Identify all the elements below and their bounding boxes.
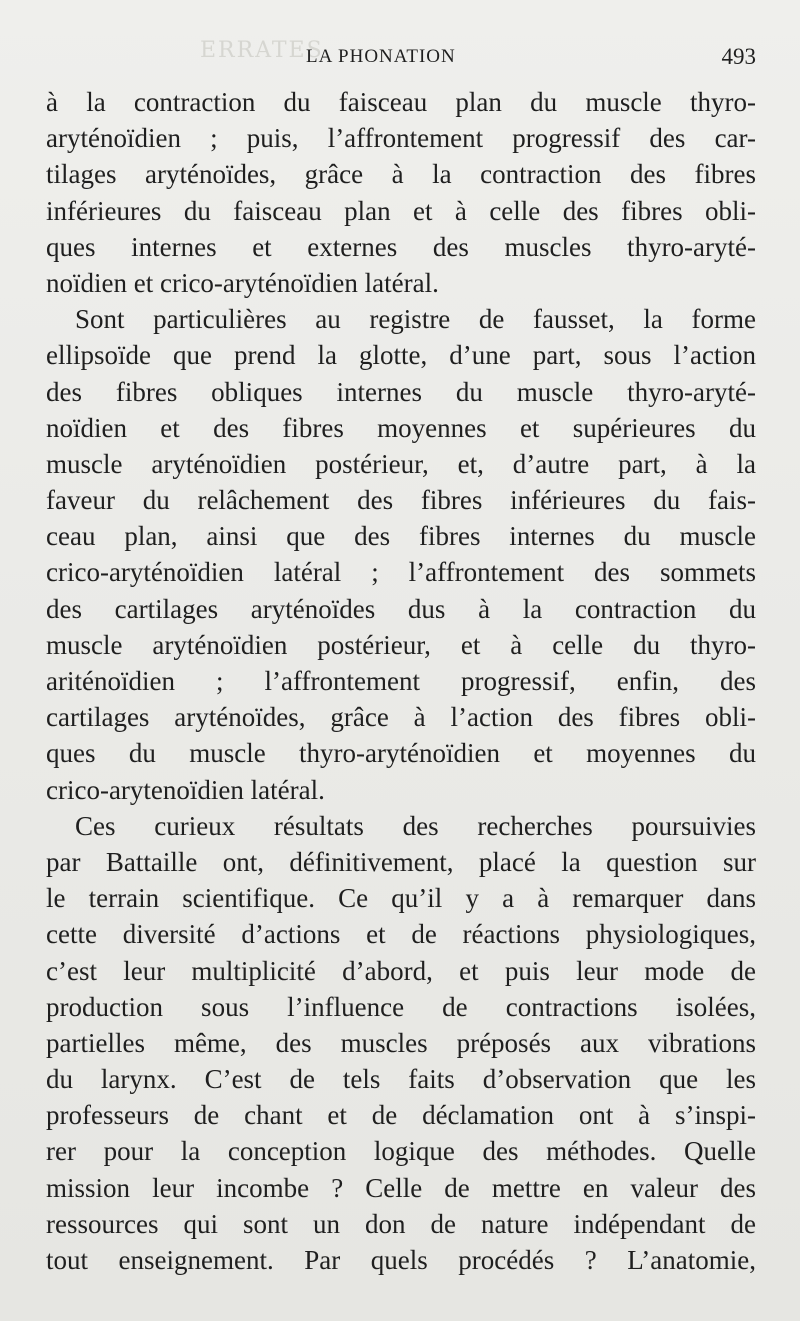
text-line: ceau plan, ainsi que des fibres internes du muscle: [46, 521, 756, 552]
text-line: ellipsoïde que prend la glotte, d’une part, sous l’action: [46, 340, 756, 371]
running-title: LA PHONATION: [306, 46, 456, 67]
text-line: crico-arytenoïdien latéral.: [46, 774, 325, 805]
text-line: noïdien et des fibres moyennes et supérieures du: [46, 412, 756, 443]
text-line: par Battaille ont, définitivement, placé la question sur: [46, 846, 756, 877]
text-line: noïdien et crico-aryténoïdien latéral.: [46, 267, 439, 298]
text-line: muscle aryténoïdien postérieur, et à celle du thyro-: [46, 629, 756, 660]
text-line: production sous l’influence de contractions isolées,: [46, 991, 756, 1022]
text-line: crico-aryténoïdien latéral ; l’affrontement des sommets: [46, 557, 756, 588]
text-line: inférieures du faisceau plan et à celle des fibres obli-: [46, 195, 756, 226]
text-line: faveur du relâchement des fibres inférieures du fais-: [46, 485, 756, 516]
text-line: rer pour la conception logique des méthodes. Quelle: [46, 1136, 756, 1167]
text-line: muscle aryténoïdien postérieur, et, d’autre part, à la: [46, 448, 756, 479]
text-line: des fibres obliques internes du muscle thyro-aryté-: [46, 376, 756, 407]
text-line: professeurs de chant et de déclamation ont à s’inspi-: [46, 1100, 756, 1131]
bleed-through-text: ERRATES: [200, 38, 324, 63]
body-text: [46, 84, 756, 1278]
text-line: ques du muscle thyro-aryténoïdien et moyennes du: [46, 738, 756, 769]
text-line: Sont particulières au registre de fausset, la forme: [75, 304, 756, 335]
text-line: cartilages aryténoïdes, grâce à l’action des fibres obli-: [46, 702, 756, 733]
page-header: [46, 44, 756, 74]
text-line: cette diversité d’actions et de réactions physiologiques,: [46, 919, 756, 950]
text-line: ressources qui sont un don de nature indépendant de: [46, 1208, 756, 1239]
text-line: tilages aryténoïdes, grâce à la contraction des fibres: [46, 159, 756, 190]
text-line: c’est leur multiplicité d’abord, et puis leur mode de: [46, 955, 756, 986]
text-line: mission leur incombe ? Celle de mettre en valeur des: [46, 1172, 756, 1203]
text-line: tout enseignement. Par quels procédés ? L’anatomie,: [46, 1245, 756, 1275]
page-number: 493: [721, 44, 756, 69]
text-line: ariténoïdien ; l’affrontement progressif, enfin, des: [46, 666, 756, 696]
text-line: ques internes et externes des muscles thyro-aryté-: [46, 231, 756, 262]
text-line: aryténoïdien ; puis, l’affrontement progressif des car-: [46, 123, 756, 154]
text-line: partielles même, des muscles préposés aux vibrations: [46, 1027, 756, 1058]
text-line: Ces curieux résultats des recherches poursuivies: [75, 810, 756, 841]
text-line: le terrain scientifique. Ce qu’il y a à remarquer dans: [46, 883, 756, 914]
text-line: à la contraction du faisceau plan du muscle thyro-: [46, 87, 756, 117]
text-line: du larynx. C’est de tels faits d’observation que les: [46, 1064, 756, 1095]
text-line: des cartilages aryténoïdes dus à la contraction du: [46, 593, 756, 624]
